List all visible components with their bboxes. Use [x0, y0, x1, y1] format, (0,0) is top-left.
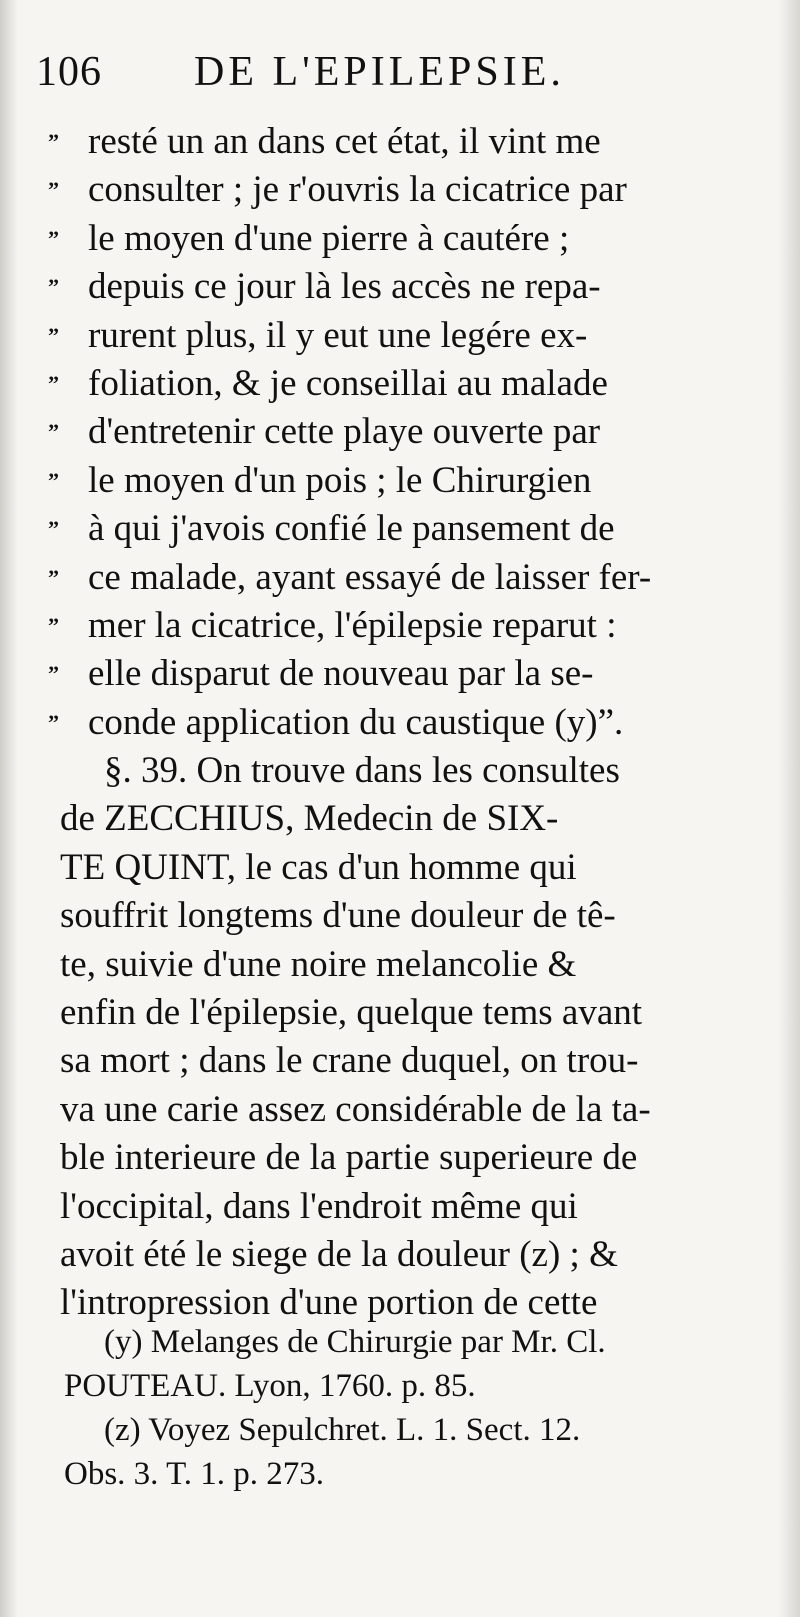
line-text: foliation, & je conseillai au malade	[88, 362, 608, 404]
page-right-edge	[778, 0, 800, 1617]
text-line	[48, 263, 764, 311]
text-line	[48, 312, 764, 360]
page-number: 106	[36, 49, 102, 95]
running-title: DE L'EPILEPSIE.	[194, 49, 565, 95]
quote-mark: ”	[48, 612, 59, 638]
line-text: l'intropression d'une portion de cette	[60, 1282, 598, 1324]
line-text: mer la cicatrice, l'épilepsie reparut :	[88, 604, 617, 646]
text-line	[48, 602, 764, 650]
text-line	[48, 1134, 764, 1182]
body-text	[48, 118, 764, 1328]
quote-mark: ”	[48, 370, 59, 396]
footnotes	[60, 1320, 760, 1496]
line-text: resté un an dans cet état, il vint me	[88, 121, 601, 162]
text-line	[48, 699, 764, 747]
text-line	[48, 215, 764, 263]
paragraph-start-line	[48, 747, 764, 795]
line-text: d'entretenir cette playe ouverte par	[88, 411, 601, 453]
line-text: conde application du caustique (y)”.	[88, 701, 624, 743]
line-text: §. 39. On trouve dans les consultes	[104, 750, 620, 792]
line-text: va une carie assez considérable de la ta-	[60, 1088, 651, 1130]
quote-mark: ”	[48, 564, 59, 590]
line-text: souffrit longtems d'une douleur de tê-	[60, 895, 616, 937]
line-text: l'occipital, dans l'endroit même qui	[60, 1185, 578, 1227]
footnote-z-continued	[60, 1452, 760, 1496]
text-line	[48, 1086, 764, 1134]
line-text: depuis ce jour là les accès ne repa-	[88, 266, 601, 308]
text-line	[48, 118, 764, 166]
text-line	[48, 844, 764, 892]
quote-mark: ”	[48, 467, 59, 493]
line-text: sa mort ; dans le crane duquel, on trou-	[60, 1040, 639, 1082]
quote-mark: ”	[48, 322, 59, 348]
line-text: te, suivie d'une noire melancolie &	[60, 943, 577, 985]
text-line	[48, 408, 764, 456]
footnote-y	[60, 1320, 760, 1364]
line-text: ble interieure de la partie superieure de	[60, 1137, 638, 1179]
footnote-y-continued	[60, 1364, 760, 1408]
text-line	[48, 795, 764, 843]
text-line	[48, 941, 764, 989]
quote-mark: ”	[48, 225, 59, 251]
page-header	[36, 48, 756, 108]
line-text: TE QUINT, le cas d'un homme qui	[60, 846, 577, 888]
footnote-text: POUTEAU. Lyon, 1760. p. 85.	[64, 1368, 476, 1404]
line-text: rurent plus, il y eut une legére ex-	[88, 314, 588, 356]
text-line	[48, 1231, 764, 1279]
footnote-text: (y) Melanges de Chirurgie par Mr. Cl.	[104, 1324, 606, 1360]
page-left-edge	[0, 0, 18, 1617]
quote-mark: ”	[48, 274, 59, 300]
text-line	[48, 457, 764, 505]
quote-mark: ”	[48, 516, 59, 542]
line-text: avoit été le siege de la douleur (z) ; &	[60, 1233, 618, 1275]
quote-mark: ”	[48, 177, 59, 203]
line-text: ce malade, ayant essayé de laisser fer-	[88, 556, 652, 598]
quote-mark: ”	[48, 129, 59, 154]
line-text: le moyen d'un pois ; le Chirurgien	[88, 459, 592, 501]
quote-mark: ”	[48, 419, 59, 445]
text-line	[48, 989, 764, 1037]
text-line	[48, 505, 764, 553]
text-line	[48, 1037, 764, 1085]
line-text: enfin de l'épilepsie, quelque tems avant	[60, 992, 643, 1034]
text-line	[48, 1183, 764, 1231]
text-line	[48, 892, 764, 940]
footnote-z	[60, 1408, 760, 1452]
line-text: le moyen d'une pierre à cautére ;	[88, 217, 570, 259]
quote-mark: ”	[48, 661, 59, 687]
line-text: à qui j'avois confié le pansement de	[88, 508, 615, 550]
footnote-text: Obs. 3. T. 1. p. 273.	[64, 1456, 325, 1492]
text-line	[48, 554, 764, 602]
text-line	[48, 166, 764, 214]
line-text: de ZECCHIUS, Medecin de SIX-	[60, 798, 559, 840]
line-text: elle disparut de nouveau par la se-	[88, 653, 594, 695]
line-text: consulter ; je r'ouvris la cicatrice par	[88, 169, 627, 211]
quote-mark: ”	[48, 709, 59, 735]
text-line	[48, 650, 764, 698]
text-line	[48, 360, 764, 408]
footnote-text: (z) Voyez Sepulchret. L. 1. Sect. 12.	[104, 1412, 581, 1448]
